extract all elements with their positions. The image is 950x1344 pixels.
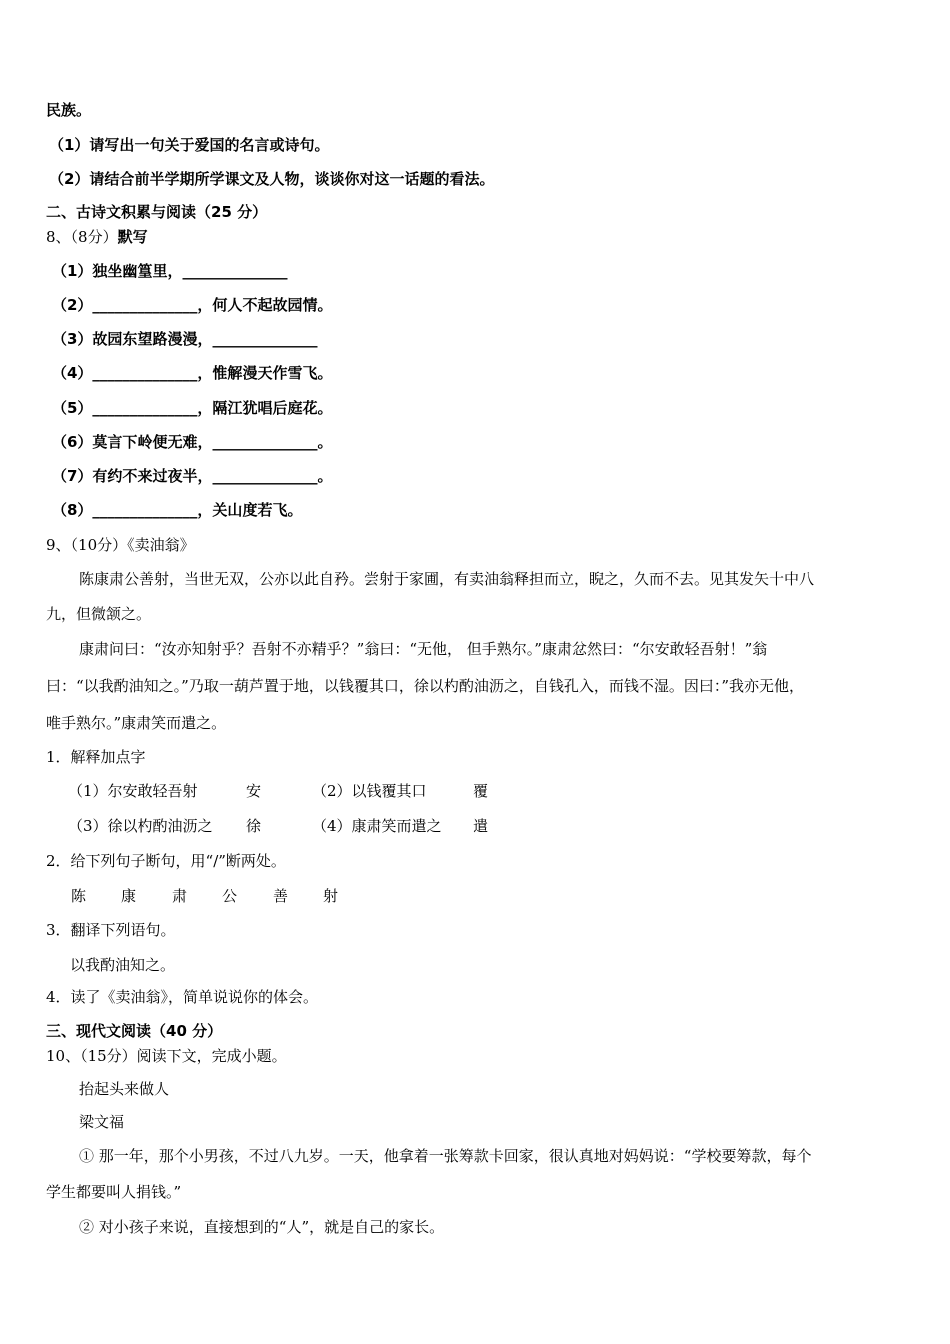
- intro-question-2: （2）请结合前半学期所学课文及人物，谈谈你对这一话题的看法。: [49, 170, 495, 188]
- question-8-label: 8、（8分）: [46, 228, 118, 246]
- dictation-item-4: （4）______________，惟解漫天作雪飞。: [52, 364, 333, 382]
- sub-question-1: 1．解释加点字: [46, 748, 146, 766]
- dictation-item-8: （8）______________，关山度若飞。: [52, 501, 303, 519]
- dictation-item-7: （7）有约不来过夜半，______________。: [52, 467, 333, 485]
- sentence-char: 公: [222, 887, 238, 905]
- article-p1-line1: ① 那一年，那个小男孩，不过八九岁。一天，他拿着一张筹款卡回家，很认真地对妈妈说：“学校要筹款，每个: [79, 1147, 812, 1165]
- passage-p2-line1: 康肃问曰：“汝亦知射乎？吾射不亦精乎？”翁曰：“无他， 但手熟尔。”康肃忿然曰：“尔安敢轻吾射！”翁: [79, 640, 768, 658]
- sentence-char: 肃: [172, 887, 188, 905]
- explain-item-3-char: 徐: [246, 817, 262, 835]
- section-2-heading: 二、古诗文积累与阅读（25 分）: [46, 203, 268, 221]
- dictation-item-6: （6）莫言下岭便无难，______________。: [52, 433, 333, 451]
- intro-tail: 民族。: [46, 101, 92, 119]
- explain-item-4-phrase: （4）康肃笑而遣之: [312, 817, 442, 835]
- intro-question-1: （1）请写出一句关于爱国的名言或诗句。: [49, 136, 330, 154]
- sentence-char: 善: [273, 887, 289, 905]
- passage-p2-line3: 唯手熟尔。”康肃笑而遣之。: [46, 714, 227, 732]
- sub-question-4: 4．读了《卖油翁》，简单说说你的体会。: [46, 988, 319, 1006]
- passage-p2-line2: 曰：“以我酌油知之。”乃取一葫芦置于地，以钱覆其口，徐以杓酌油沥之，自钱孔入，而钱不湿。因曰：”我亦无他，: [46, 677, 805, 695]
- dictation-item-2: （2）______________，何人不起故园情。: [52, 296, 333, 314]
- question-8-header: [46, 227, 148, 247]
- section-3-heading: 三、现代文阅读（40 分）: [46, 1022, 223, 1040]
- article-p2: ② 对小孩子来说，直接想到的“人”，就是自己的家长。: [79, 1218, 445, 1236]
- explain-item-4-char: 遣: [473, 817, 489, 835]
- sentence-char: 射: [323, 887, 339, 905]
- dictation-item-3: （3）故园东望路漫漫，______________: [52, 330, 318, 348]
- article-p1-line2: 学生都要叫人捐钱。”: [46, 1183, 182, 1201]
- sub-question-3: 3．翻译下列语句。: [46, 921, 176, 939]
- sub-question-2: 2．给下列句子断句，用“/”断两处。: [46, 852, 286, 870]
- explain-item-2-char: 覆: [473, 782, 489, 800]
- sentence-char: 陈: [71, 887, 87, 905]
- question-10-label: 10、（15分）阅读下文，完成小题。: [46, 1047, 287, 1065]
- article-author: 梁文福: [79, 1113, 125, 1131]
- explain-item-1-phrase: （1）尔安敢轻吾射: [68, 782, 198, 800]
- question-9-label: 9、（10分）《卖油翁》: [46, 536, 195, 554]
- dictation-item-1: （1）独坐幽篁里，______________: [52, 262, 288, 280]
- explain-item-2-phrase: （2）以钱覆其口: [312, 782, 427, 800]
- question-8-title: 默写: [117, 228, 148, 246]
- passage-p1-line1: 陈康肃公善射，当世无双，公亦以此自矜。尝射于家圃，有卖油翁释担而立，睨之，久而不去。见其发矢十中八: [79, 570, 815, 588]
- article-title: 抬起头来做人: [79, 1080, 170, 1098]
- explain-item-1-char: 安: [246, 782, 262, 800]
- dictation-item-5: （5）______________，隔江犹唱后庭花。: [52, 399, 333, 417]
- passage-p1-line2: 九，但微颔之。: [46, 605, 152, 623]
- explain-item-3-phrase: （3）徐以杓酌油沥之: [68, 817, 213, 835]
- translate-sentence: 以我酌油知之。: [70, 956, 176, 974]
- sentence-char: 康: [121, 887, 137, 905]
